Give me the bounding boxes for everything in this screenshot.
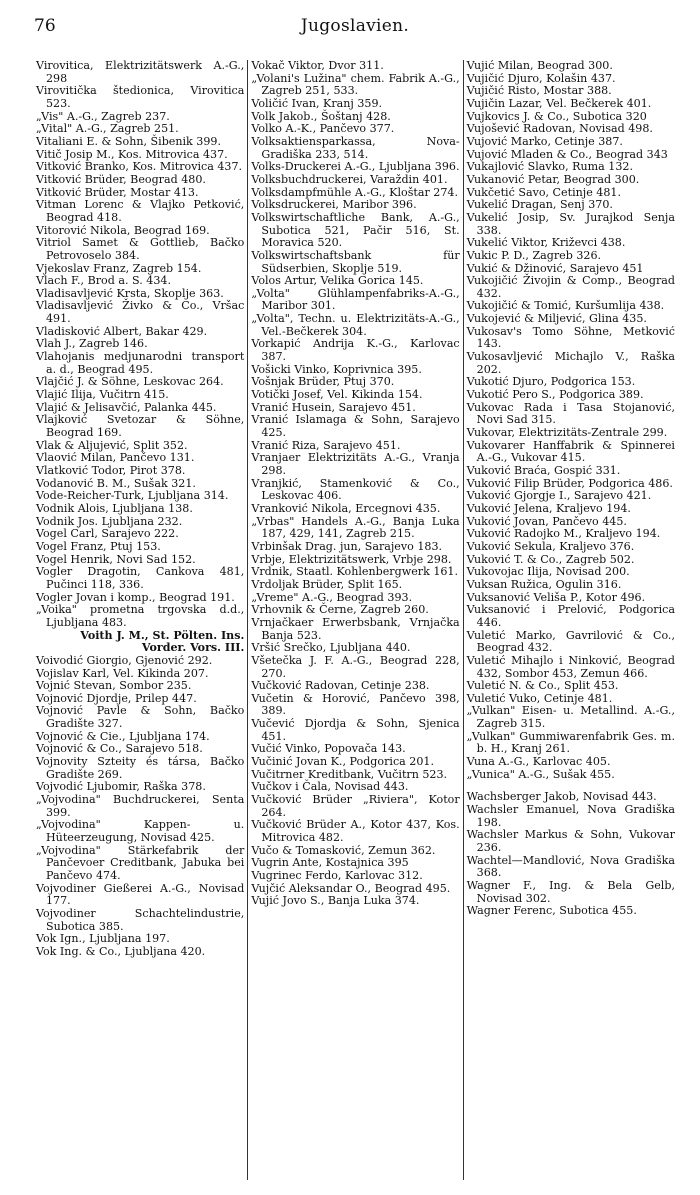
directory-entry: Wachsler Emanuel, Nova Gradiška 198. [466,803,675,829]
directory-entry: Vitman Lorenc & Vlajko Petković, Beograd 418. [36,198,245,224]
directory-entry: Vlah J., Zagreb 146. [36,337,148,351]
directory-entry: Volk Jakob., Šoštanj 428. [251,109,391,123]
directory-entry: Vukojičić Živojin & Comp., Beograd 432. [466,274,675,300]
directory-entry: Vukovarer Hanffabrik & Spinnerei A.-G., Vukovar 415. [466,438,675,465]
directory-entry: Vojnić Stevan, Sombor 235. [36,679,192,693]
directory-entry: Vitković Branko, Kos. Mitrovica 437. [36,160,243,174]
page-number: 76 [34,16,56,36]
directory-entry: Vranić Riza, Sarajevo 451. [251,438,401,452]
directory-entry: Volos Artur, Velika Gorica 145. [251,274,424,288]
directory-entry: Vujović Marko, Cetinje 387. [466,134,623,148]
directory-entry: Vuković T. & Co., Zagreb 502. [466,552,635,566]
directory-entry: Voivodić Giorgio, Gjenović 292. [36,653,213,667]
directory-entry: Vuković Jovan, Pančevo 445. [466,514,627,528]
directory-entry: „Vrbas" Handels A.-G., Banja Luka 187, 429, 141, Zagreb 215. [251,514,460,541]
directory-entry: Vlach F., Brod a. S. 434. [36,274,171,288]
directory-entry: „Vulkan" Eisen- u. Metallind. A.-G., Zagreb 315. [466,704,675,731]
directory-entry: Vuksanović Veliša P., Kotor 496. [466,590,646,604]
directory-entry: Vogel Carl, Sarajevo 222. [36,527,179,541]
directory-entry: Vojvodiner Gießerei A.-G., Novisad 177. [36,881,245,908]
directory-entry: Vogel Franz, Ptuj 153. [36,539,161,553]
directory-entry: Vukojević & Miljević, Glina 435. [466,312,647,326]
directory-entry: Vitković Brüder, Beograd 480. [36,172,206,186]
directory-entry: Virovitička štedionica, Virovitica 523. [36,84,245,110]
directory-entry: Vojnović & Cie., Ljubljana 174. [36,729,210,743]
directory-entry: Vodnik Alois, Ljubljana 138. [36,501,193,515]
directory-entry: Vranić Husein, Sarajevo 451. [251,400,416,414]
directory-entry: Vjekoslav Franz, Zagreb 154. [36,261,202,275]
directory-entry: Vošicki Vinko, Koprivnica 395. [251,362,422,376]
directory-entry: Vuksan Ružica, Ogulin 316. [466,577,622,591]
directory-entry: Vogler Dragotin, Cankova 481, Pučinci 118, 336. [36,565,245,591]
directory-entry: Vladisavljević Živko & Co., Vršac 491. [36,299,245,326]
directory-entry: Vrbinšak Drag. jun, Sarajevo 183. [251,539,443,553]
directory-entry: Vode-Reicher-Turk, Ljubljana 314. [36,489,229,503]
directory-entry: Vranić Islamaga & Sohn, Sarajevo 425. [251,413,460,440]
directory-entry: Vršić Srečko, Ljubljana 440. [251,641,411,655]
directory-entry: Vogler Jovan i komp., Beograd 191. [36,590,235,604]
directory-entry: Vlajčić J. & Söhne, Leskovac 264. [36,375,224,389]
directory-entry: Vučetin & Horović, Pančevo 398, 389. [251,691,460,718]
directory-entry: Vukic P. D., Zagreb 326. [466,248,602,262]
directory-entry: Vlaović Milan, Pančevo 131. [36,451,195,465]
directory-entry: Vukovac Rada i Tasa Stojanović, Novi Sad 315. [466,400,675,427]
directory-entry: Vuksanović i Prelović, Podgorica 446. [466,603,675,629]
directory-entry: Vujić Jovo S., Banja Luka 374. [251,894,420,908]
directory-entry: Vučković Brüder „Riviera", Kotor 264. [251,793,460,819]
directory-entry: Vučić Vinko, Popovača 143. [251,742,406,756]
directory-entry: Vuković Radojko M., Kraljevo 194. [466,527,661,541]
directory-entry: Vučković Radovan, Cetinje 238. [251,679,430,693]
directory-entry: Vojnović Djordje, Prilep 447. [36,691,197,705]
directory-entry: Vučković Brüder A., Kotor 437, Kos. Mitrovica 482. [251,818,460,845]
directory-entry: Vujičić Djuro, Kolašin 437. [466,71,616,85]
directory-entry: Vojislav Karl, Vel. Kikinda 207. [36,666,209,680]
directory-entry: Vitič Josip M., Kos. Mitrovica 437. [36,147,228,161]
directory-entry: Vojnovity Szteity és társa, Bačko Gradište 269. [36,755,245,781]
directory-entry: Vrdoljak Brüder, Split 165. [251,577,403,591]
directory-entry: Vuković Gjorgje I., Sarajevo 421. [466,489,652,503]
directory-entry: Vojvodiner Schachtelindustrie, Subotica 385. [36,906,245,933]
directory-entry: Vukelić Josip, Sv. Jurajkod Senja 338. [466,210,675,237]
directory-entry: Vitaliani E. & Sohn, Šibenik 399. [36,134,221,148]
directory-entry: Vuković Sekula, Kraljevo 376. [466,539,635,553]
directory-entry: Vlatković Todor, Pirot 378. [36,464,186,477]
directory-entry: Vujičić Risto, Mostar 388. [466,84,612,98]
directory-entry: Wachsler Markus & Sohn, Vukovar 236. [466,828,675,855]
directory-entry: Wachsberger Jakob, Novisad 443. [466,790,657,804]
directory-columns [33,60,678,1180]
directory-entry: Vodnik Jos. Ljubljana 232. [36,514,183,528]
directory-entry: „Volani's Lužina" chem. Fabrik A.-G., Zagreb 251, 533. [251,71,460,98]
running-title: Jugoslavien. [300,16,410,36]
directory-entry: „Volta", Techn. u. Elektrizitäts-A.-G., Vel.-Bečkerek 304. [251,312,460,338]
directory-entry: Votički Josef, Vel. Kikinda 154. [251,388,423,402]
directory-entry: Vrbje, Elektrizitätswerk, Vrbje 298. [251,552,452,566]
directory-entry: „Vunica" A.-G., Sušak 455. [466,767,615,781]
directory-entry: Vojvodić Ljubomir, Raška 378. [36,780,206,794]
directory-entry: Voith J. M., St. Pölten. Ins. Vorder. Vors. III. [80,628,245,655]
directory-entry: Vitriol Samet & Gottlieb, Bačko Petrovoselo 384. [36,236,245,262]
directory-entry: Vuna A.-G., Karlovac 405. [466,755,611,769]
directory-entry: Vrnjačkaer Erwerbsbank, Vrnjačka Banja 523. [251,615,460,642]
directory-entry: Vuković Filip Brüder, Podgorica 486. [466,476,673,490]
directory-entry: „Vital" A.-G., Zagreb 251. [36,122,179,136]
directory-entry: Vukovar, Elektrizitäts-Zentrale 299. [466,426,668,440]
directory-entry: Vukić & Džinović, Sarajevo 451 [466,261,644,275]
directory-entry: Volksaktiensparkassa, Nova-Gradiška 233, 514. [251,134,460,161]
directory-entry: Vok Ign., Ljubljana 197. [36,932,170,946]
directory-entry: Vogel Henrik, Novi Sad 152. [36,552,196,566]
directory-entry: Vranjkić, Stamenković & Co., Leskovac 406. [251,476,460,503]
directory-entry: Vuković Jelena, Kraljevo 194. [466,501,631,515]
directory-entry: Vlahojanis medjunarodni transport a. d., Beograd 495. [36,350,245,376]
directory-entry: Volks-Druckerei A.-G., Ljubljana 396. [251,160,460,174]
directory-entry: Vuletić N. & Co., Split 453. [466,679,619,693]
directory-entry: Vukojičić & Tomić, Kuršumlija 438. [466,299,665,313]
directory-entry: Volkswirtschaftsbank für Südserbien, Skoplje 519. [251,248,460,275]
directory-entry: Vukotić Pero S., Podgorica 389. [466,388,644,402]
directory-entry: „Vulkan" Gummiwarenfabrik Ges. m. b. H., Kranj 261. [466,729,675,756]
directory-entry: Vuković Braća, Gospić 331. [466,464,621,477]
directory-entry: Vranjaer Elektrizitäts A.-G., Vranja 298. [251,451,460,477]
directory-entry: Vukanović Petar, Beograd 300. [466,172,640,186]
directory-entry: Vučitrner Kreditbank, Vučitrn 523. [251,767,448,781]
directory-entry: „Vojvodina" Kappen- u. Hüteerzeugung, Novisad 425. [36,818,245,845]
directory-entry: „Vojvodina" Buchdruckerei, Senta 399. [36,793,245,819]
column-middle [247,60,462,1180]
directory-entry: Vukčetić Savo, Cetinje 481. [466,185,621,199]
directory-entry: Volksdampfmühle A.-G., Kloštar 274. [251,185,458,199]
directory-entry: Vujović Mladen & Co., Beograd 343 [466,147,668,161]
directory-entry: Vlajić & Jelisavčić, Palanka 445. [36,400,217,414]
directory-entry: Vukovojac Ilija, Novisad 200. [466,565,630,579]
directory-entry: Vorkapić Andrija K.-G., Karlovac 387. [251,337,460,364]
directory-entry: Vrhovnik & Černe, Zagreb 260. [251,603,429,617]
directory-entry: Wagner Ferenc, Subotica 455. [466,904,637,918]
directory-entry: Vučo & Tomasković, Zemun 362. [251,843,436,857]
directory-entry: Vukelić Dragan, Senj 370. [466,198,613,212]
directory-entry: Vujošević Radovan, Novisad 498. [466,122,653,136]
directory-entry: Vok Ing. & Co., Ljubljana 420. [36,944,206,958]
directory-entry: Vodanović B. M., Sušak 321. [36,476,196,490]
directory-entry: Vuletić Marko, Gavrilović & Co., Beograd 432. [466,628,675,655]
directory-entry: Vugrinec Ferdo, Karlovac 312. [251,869,423,882]
directory-entry: Vučinić Jovan K., Podgorica 201. [251,755,434,769]
directory-entry: Vukosavljević Michajlo V., Raška 202. [466,350,675,376]
directory-entry: Vošnjak Brüder, Ptuj 370. [251,375,395,389]
directory-entry: Virovitica, Elektrizitätswerk A.-G., 298 [36,60,245,85]
directory-entry: Vlak & Aljujević, Split 352. [36,438,188,452]
directory-entry: Wagner F., Ing. & Bela Gelb, Novisad 302. [466,879,675,905]
directory-entry: „Voika" prometna trgovska d.d., Ljubljana 483. [36,603,245,629]
directory-entry: Vladisković Albert, Bakar 429. [36,324,208,338]
directory-entry: Vugrin Ante, Kostajnica 395 [251,856,409,870]
column-right [463,60,678,1180]
directory-entry: Vlajić Ilija, Vučitrn 415. [36,388,169,402]
directory-entry: Vukelić Viktor, Križevci 438. [466,236,626,250]
directory-entry: Vranković Nikola, Ercegnovi 435. [251,501,441,515]
directory-entry: Vojnović & Co., Sarajevo 518. [36,742,203,756]
page-header [34,16,676,40]
directory-entry: Vitković Brüder, Mostar 413. [36,185,199,199]
directory-entry: Vrdnik, Staatl. Kohlenbergwerk 161. [251,565,459,579]
directory-entry: Vukajlović Slavko, Ruma 132. [466,160,634,174]
directory-entry: Vladisavljević Krsta, Skoplje 363. [36,286,224,300]
directory-entry: Voličić Ivan, Kranj 359. [251,96,383,110]
directory-entry: Vlajković Svetozar & Söhne, Beograd 169. [36,413,245,440]
directory-entry: Vujić Milan, Beograd 300. [466,60,613,72]
directory-entry: Vujkovics J. & Co., Subotica 320 [466,109,647,123]
directory-entry: Volksdruckerei, Maribor 396. [251,198,417,212]
directory-entry: „Vojvodina" Stärkefabrik der Pančevoer Creditbank, Jabuka bei Pančevo 474. [36,843,245,882]
directory-entry: Vuletić Vuko, Cetinje 481. [466,691,613,705]
directory-entry: Všetečka J. F. A.-G., Beograd 228, 270. [251,653,460,680]
directory-entry: Vokač Viktor, Dvor 311. [251,60,384,72]
directory-entry: Vukosav's Tomo Söhne, Metković 143. [466,324,675,351]
directory-entry: Volkswirtschaftliche Bank, A.-G., Subotica 521, Pačir 516, St. Moravica 520. [251,210,460,250]
directory-entry: Vitorović Nikola, Beograd 169. [36,223,210,237]
directory-entry: Vuletić Mihajlo i Ninković, Beograd 432, Sombor 453, Zemun 466. [466,653,675,680]
directory-entry: „Vreme" A.-G., Beograd 393. [251,590,413,604]
directory-entry: Volko A.-K., Pančevo 377. [251,122,395,136]
directory-entry: „Volta" Glühlampenfabriks-A.-G., Maribor 301. [251,286,460,313]
directory-entry: Vučević Djordja & Sohn, Sjenica 451. [251,717,460,743]
directory-entry: Vujičin Lazar, Vel. Bečkerek 401. [466,96,652,110]
directory-entry: Volksbuchdruckerei, Varaždin 401. [251,172,448,186]
directory-entry: Vučkov i Čala, Novisad 443. [251,780,409,794]
column-left [33,60,247,1180]
directory-entry: Vojnović Pavle & Sohn, Bačko Gradište 327. [36,704,245,731]
directory-entry: Vujčić Aleksandar O., Beograd 495. [251,881,451,895]
directory-entry: Wachtel—Mandlović, Nova Gradiška 368. [466,853,675,880]
directory-entry: „Vis" A.-G., Zagreb 237. [36,109,170,123]
directory-entry: Vukotić Djuro, Podgorica 153. [466,375,636,389]
